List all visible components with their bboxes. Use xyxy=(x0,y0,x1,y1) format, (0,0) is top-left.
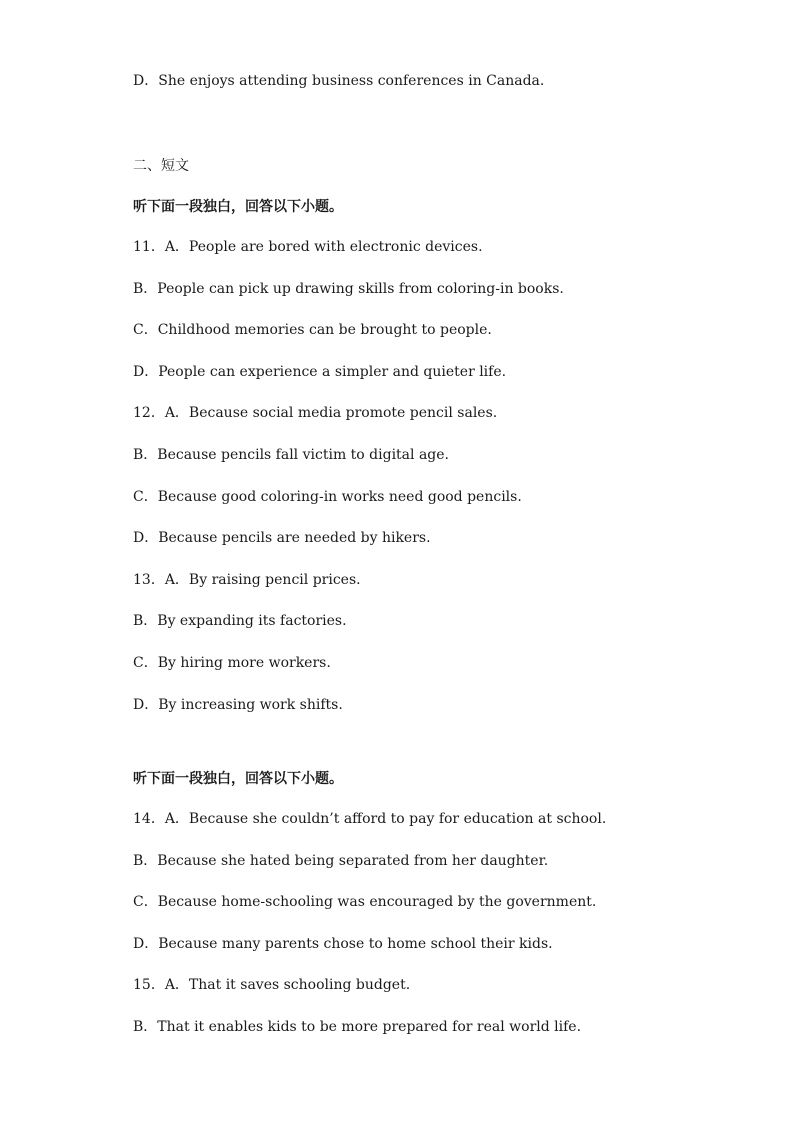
question-14-option-d: D．Because many parents chose to home school their kids. xyxy=(133,936,553,952)
question-13-option-d: D．By increasing work shifts. xyxy=(133,697,343,713)
question-13-option-b: B．By expanding its factories. xyxy=(133,613,347,629)
question-14-option-b: B．Because she hated being separated from her daughter. xyxy=(133,853,549,869)
question-13-option-c: C．By hiring more workers. xyxy=(133,655,331,671)
question-14-option-c: C．Because home-schooling was encouraged by the government. xyxy=(133,894,597,910)
question-11-option-b: B．People can pick up drawing skills from coloring-in books. xyxy=(133,281,564,297)
question-12-option-a: 12．A．Because social media promote pencil sales. xyxy=(133,405,498,421)
question-13-option-a: 13．A．By raising pencil prices. xyxy=(133,572,361,588)
question-11-option-d: D．People can experience a simpler and quieter life. xyxy=(133,364,507,380)
question-12-option-b: B．Because pencils fall victim to digital age. xyxy=(133,447,449,463)
instruction-monologue-1: 听下面一段独白，回答以下小题。 xyxy=(133,199,343,215)
question-12-option-c: C．Because good coloring-in works need good pencils. xyxy=(133,489,522,505)
option-d-q10: D．She enjoys attending business conferences in Canada. xyxy=(133,73,545,89)
question-14-option-a: 14．A．Because she couldn’t afford to pay for education at school. xyxy=(133,811,607,827)
instruction-monologue-2: 听下面一段独白，回答以下小题。 xyxy=(133,771,343,787)
section-heading: 二、短文 xyxy=(133,158,189,174)
question-12-option-d: D．Because pencils are needed by hikers. xyxy=(133,530,431,546)
question-11-option-a: 11．A．People are bored with electronic devices. xyxy=(133,239,483,255)
question-15-option-b: B．That it enables kids to be more prepared for real world life. xyxy=(133,1019,582,1035)
question-11-option-c: C．Childhood memories can be brought to people. xyxy=(133,322,492,338)
question-15-option-a: 15．A．That it saves schooling budget. xyxy=(133,977,411,993)
